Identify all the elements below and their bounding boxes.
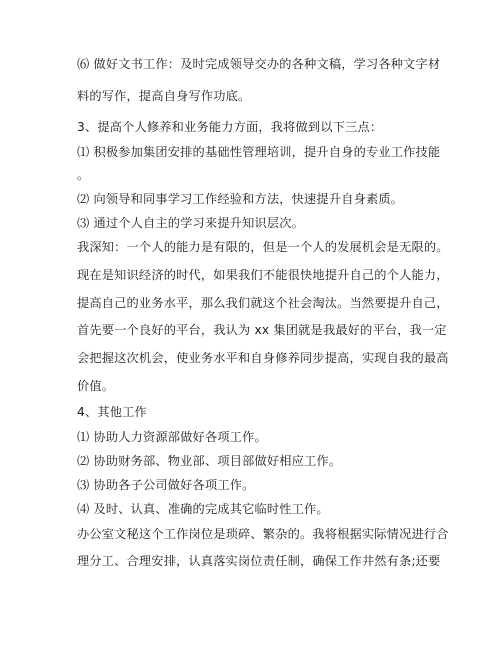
text-line-13: 价值。	[77, 379, 115, 393]
text-line-9: 现在是知识经济的时代，如果我们不能很快地提升自己的个人能力，	[77, 268, 449, 282]
text-line-15: ⑴ 协助人力资源部做好各项工作。	[77, 430, 267, 444]
text-line-18: ⑷ 及时、认真、准确的完成其它临时性工作。	[77, 502, 329, 516]
text-line-11: 首先要一个良好的平台，我认为 xx 集团就是我最好的平台，我一定	[77, 323, 447, 337]
text-line-5: 。	[77, 168, 90, 182]
text-line-3: 3、提高个人修养和业务能力方面，我将做到以下三点：	[77, 120, 383, 134]
text-line-8: 我深知：一个人的能力是有限的，但是一个人的发展机会是无限的。	[77, 240, 449, 254]
text-line-7: ⑶ 通过个人自主的学习来提升知识层次。	[77, 216, 305, 230]
text-line-1: ⑹ 做好文书工作：及时完成领导交办的各种文稿，学习各种文字材	[77, 57, 441, 71]
text-line-16: ⑵ 协助财务部、物业部、项目部做好相应工作。	[77, 454, 342, 468]
text-line-19: 办公室文秘这个工作岗位是琐碎、繁杂的。我将根据实际情况进行合	[77, 527, 449, 541]
text-line-20: 理分工、合理安排，认真落实岗位责任制，确保工作井然有条;还要	[77, 554, 441, 568]
text-line-12: 会把握这次机会，使业务水平和自身修养同步提高，实现自我的最高	[77, 351, 449, 365]
text-line-4: ⑴ 积极参加集团安排的基础性管理培训，提升自身的专业工作技能	[77, 145, 441, 159]
text-line-17: ⑶ 协助各子公司做好各项工作。	[77, 478, 255, 492]
text-line-10: 提高自己的业务水平，那么我们就这个社会淘汰。当然要提升自己，	[77, 296, 449, 310]
text-line-6: ⑵ 向领导和同事学习工作经验和方法，快速提升自身素质。	[77, 192, 404, 206]
text-line-2: 料的写作，提高自身写作功底。	[77, 89, 251, 103]
section-heading-other-work: 4、其他工作	[77, 405, 147, 419]
